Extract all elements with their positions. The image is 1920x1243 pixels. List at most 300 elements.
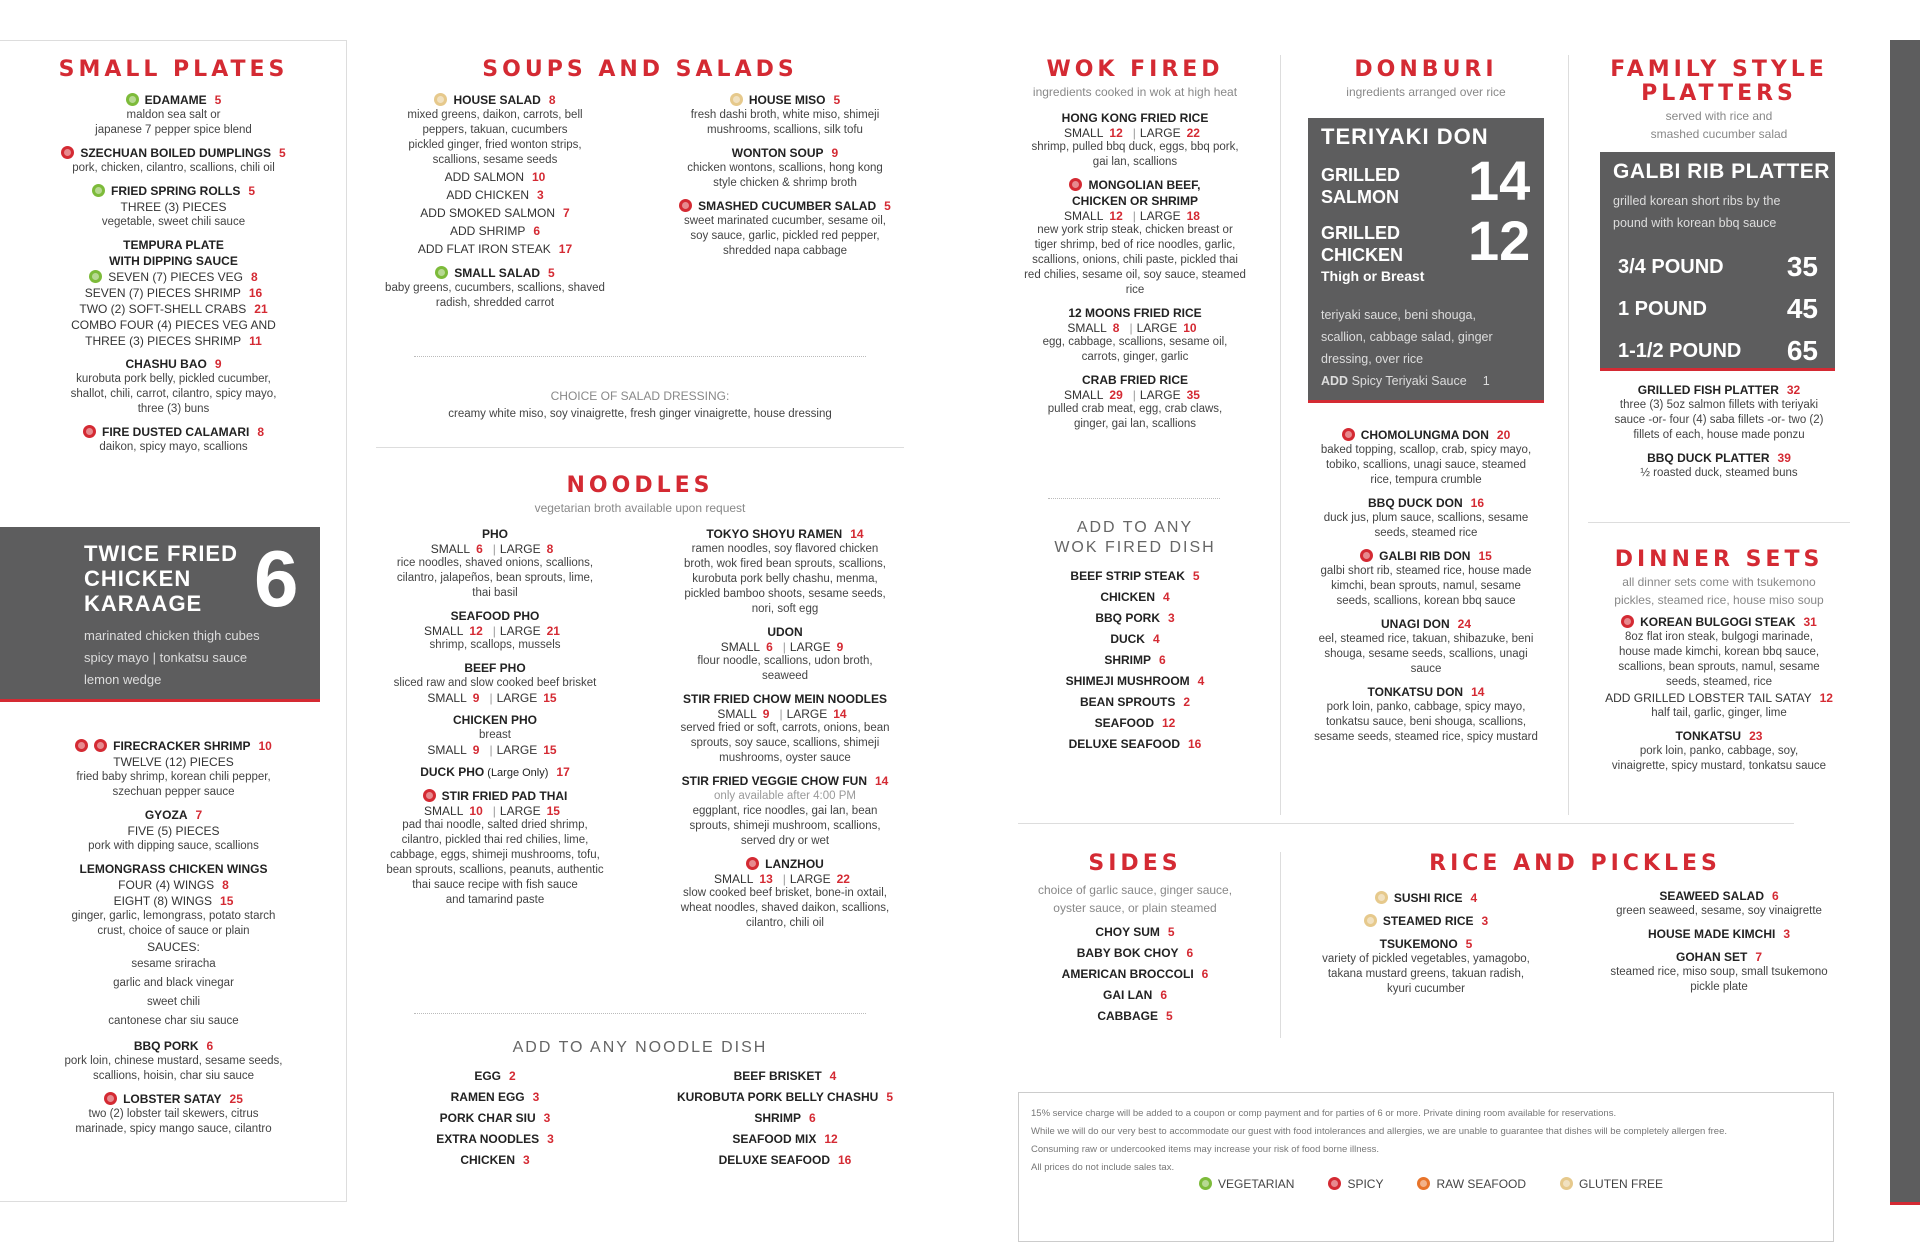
size-large-label: LARGE (789, 872, 831, 886)
row-price: 5 (1167, 925, 1175, 939)
desc-line: sprouts, soy sauce, scallions, shimeji (690, 737, 880, 749)
galbi-row (1618, 288, 1818, 330)
item-name (0, 807, 347, 823)
item-desc (370, 108, 620, 168)
item-desc (1588, 630, 1850, 690)
item-price: 5 (884, 199, 891, 213)
sides-rice-separator (1280, 852, 1281, 1038)
desc-line: seeds, scallions, korean bbq sauce (1336, 595, 1516, 607)
row-price: 7 (563, 206, 570, 220)
price-row (0, 285, 347, 301)
row-price: 6 (533, 224, 541, 238)
item-name (1300, 890, 1552, 906)
item-name (1300, 495, 1552, 511)
size-large-label: LARGE (499, 542, 541, 556)
price-row (660, 1110, 910, 1126)
menu-item (0, 145, 347, 176)
size-divider: | (492, 542, 496, 556)
menu-item (1588, 382, 1850, 443)
desc-line: baby greens, cucumbers, scallions, shaved (385, 282, 605, 294)
row-price: 3 (543, 1111, 551, 1125)
karaage-box (0, 527, 320, 702)
item-name-text: FRIED SPRING ROLLS (110, 184, 241, 198)
price-row (1010, 673, 1260, 689)
item-name-text: BBQ PORK (133, 1039, 199, 1053)
row-label: BEEF STRIP STEAK (1070, 569, 1185, 583)
size-large-price: 15 (543, 743, 557, 757)
desc-line: crust, choice of sauce or plain (97, 925, 250, 937)
add-prefix: ADD (417, 242, 447, 256)
teriyaki-salmon-price: 14 (1468, 149, 1531, 212)
menu-item (660, 145, 910, 191)
menu-item (370, 788, 620, 908)
item-name (0, 424, 347, 440)
row-label: DUCK (1110, 632, 1145, 646)
desc-line: pulled crab meat, egg, crab claws, (1047, 403, 1223, 415)
desc-line: kyuri cucumber (1387, 983, 1465, 995)
desc-line: kurobuta pork belly chashu, menma, (692, 573, 878, 585)
item-note: (Large Only) (484, 767, 549, 779)
item-name-text: WONTON SOUP (731, 146, 824, 160)
item-name (1010, 305, 1260, 321)
spicy-icon (104, 1092, 117, 1105)
price-row (370, 1110, 620, 1126)
item-name-text: MONGOLIAN BEEF, (1088, 178, 1201, 192)
size-small-label: SMALL (424, 624, 464, 638)
menu-item (1588, 926, 1850, 942)
item-name-text: SMALL SALAD (454, 266, 541, 280)
raw-seafood-icon (1417, 1177, 1430, 1190)
item-name-text: SEAWEED SALAD (1659, 889, 1764, 903)
size-divider: | (492, 624, 496, 638)
size-small-price: 12 (1109, 209, 1123, 223)
menu-item (1300, 616, 1552, 677)
size-prices (1010, 388, 1260, 402)
desc-line: rice noodles, shaved onions, scallions, (396, 557, 594, 569)
galbi-weight: 1-1/2 POUND (1618, 340, 1742, 362)
desc-line: pickled bamboo shoots, sesame seeds, (684, 588, 886, 600)
desc-line: nori, soft egg (751, 603, 819, 615)
row-price: 3 (1167, 611, 1175, 625)
item-name (0, 183, 347, 199)
desc-line: vegetable, sweet chili sauce (101, 216, 246, 228)
item-name-text: SEAFOOD PHO (450, 609, 540, 623)
desc-line: thai sauce recipe with fish sauce (412, 879, 578, 891)
size-large-price: 15 (543, 691, 557, 705)
desc-line: kimchi, bean sprouts, namul, sesame (1331, 580, 1521, 592)
item-name-text: UDON (767, 625, 803, 639)
item-name (1300, 427, 1552, 443)
vegetarian-icon (435, 266, 448, 279)
galbi-row (1618, 246, 1818, 288)
vegetarian-icon (89, 270, 102, 283)
item-name-text: LANZHOU (765, 857, 824, 871)
desc-line: served fried or soft, carrots, onions, bean (680, 722, 890, 734)
item-name-text: GOHAN SET (1675, 950, 1748, 964)
size-prices (1010, 321, 1260, 335)
desc-line: scallions, hoisin, char siu sauce (92, 1070, 255, 1082)
row-label: PORK CHAR SIU (439, 1111, 536, 1125)
desc-line: fried baby shrimp, korean chili pepper, (76, 771, 271, 783)
item-desc (1588, 398, 1850, 443)
item-price: 14 (850, 527, 864, 541)
item-name (370, 712, 620, 728)
spicy-icon (1342, 428, 1355, 441)
item-desc (370, 818, 620, 908)
desc-line: thai basil (472, 587, 518, 599)
item-name-text: 12 MOONS FRIED RICE (1068, 306, 1202, 320)
item-desc (1300, 700, 1552, 745)
item-name (660, 526, 910, 542)
size-divider: | (1132, 209, 1136, 223)
desc-line: scallions, bean sprouts, namul, sesame (1618, 661, 1820, 673)
spicy-icon (746, 857, 759, 870)
desc-line: mushrooms, scallions, silk tofu (707, 124, 863, 136)
item-name: TEMPURA PLATE (123, 238, 224, 252)
desc-line: ginger, gai lan, scallions (1073, 418, 1197, 430)
noodles-left-column (370, 526, 620, 915)
size-large-price: 15 (546, 804, 560, 818)
spicy-icon (75, 739, 88, 752)
row-label: SMOKED SALMON (448, 206, 555, 220)
teriyaki-don-box (1308, 118, 1544, 403)
price-row (370, 1152, 620, 1168)
sides-section: SIDES choice of garlic sauce, ginger sauce, oyster sauce, or plain steamed (1010, 852, 1260, 916)
desc-line: breast (479, 729, 511, 741)
row-price: 4 (1152, 632, 1160, 646)
row-label: EXTRA NOODLES (436, 1132, 540, 1146)
desc-line: pork with dipping sauce, scallions (88, 840, 259, 852)
item-name-text: EDAMAME (144, 93, 207, 107)
size-divider: | (1132, 388, 1136, 402)
item-price: 16 (1470, 496, 1485, 510)
item-price: 3 (1783, 927, 1791, 941)
wok-list (1010, 110, 1260, 439)
item-name (370, 608, 620, 624)
notes-line: 15% service charge will be added to a coupon or comp payment and for parties of 6 or more. Private dining room available for reservations. (1031, 1108, 1617, 1119)
item-name (1588, 382, 1850, 398)
soups-section (370, 58, 910, 82)
menu-item (1588, 614, 1850, 721)
price-row (1010, 945, 1260, 961)
desc-line: TWELVE (12) PIECES (113, 755, 234, 769)
dinner-list (1588, 614, 1850, 781)
menu-item (660, 92, 910, 138)
rice-left-list (1300, 890, 1552, 1004)
item-desc (0, 372, 347, 417)
item-name-text: GRILLED FISH PLATTER (1637, 383, 1779, 397)
desc-line: flour noodle, scallions, udon broth, (697, 655, 873, 667)
size-divider: | (492, 804, 496, 818)
menu-item (660, 691, 910, 766)
small-plates-list-2 (0, 738, 347, 1137)
item-name (1300, 548, 1552, 564)
size-large-label: LARGE (1136, 321, 1178, 335)
galbi-desc: grilled korean short ribs by the pound with korean bbq sauce (1613, 194, 1781, 230)
lemongrass-wings (0, 861, 347, 1031)
item-name (0, 738, 347, 754)
notes-text (1031, 1105, 1821, 1177)
soups-left-column (370, 92, 620, 318)
desc-line: ramen noodles, soy flavored chicken (691, 543, 879, 555)
desc-line: ½ roasted duck, steamed buns (1640, 467, 1798, 479)
desc-line: pickle plate (1690, 981, 1748, 993)
dressing-options: creamy white miso, soy vinaigrette, fresh ginger vinaigrette, house dressing (448, 408, 832, 420)
desc-line: seaweed (761, 670, 809, 682)
row-label: BBQ PORK (1095, 611, 1160, 625)
row-label: RAMEN EGG (450, 1090, 525, 1104)
sauce-option: cantonese char siu sauce (108, 1015, 239, 1027)
family-subtitle-2: smashed cucumber salad (1650, 127, 1788, 141)
item-name (1010, 110, 1260, 126)
size-small-label: SMALL (1064, 209, 1104, 223)
item-desc (370, 638, 620, 653)
item-name-text: HOUSE SALAD (453, 93, 541, 107)
desc-line: radish, shredded carrot (435, 297, 555, 309)
item-price: 6 (1772, 889, 1779, 903)
desc-line: pork loin, chinese mustard, sesame seeds, (64, 1055, 283, 1067)
desc-line: shouga, sesame seeds, scallions, unagi (1324, 648, 1528, 660)
item-desc (1300, 443, 1552, 488)
desc-line: green seaweed, sesame, soy vinaigrette (1616, 905, 1822, 917)
noodles-right-column (660, 526, 910, 938)
family-title-1: FAMILY STYLE (1610, 57, 1828, 82)
desc-line: served dry or wet (740, 835, 830, 847)
size-large-label: LARGE (786, 707, 828, 721)
price-row (370, 222, 620, 240)
menu-item (1300, 913, 1552, 929)
price-row (1010, 610, 1260, 626)
item-name-text: CHASHU BAO (125, 357, 207, 371)
legend-item (1560, 1177, 1663, 1191)
row-label: SHIMEJI MUSHROOM (1065, 674, 1190, 688)
legend-label: GLUTEN FREE (1579, 1177, 1664, 1191)
desc-line: wheat noodles, shaved daikon, scallions, (680, 902, 890, 914)
item-price: 31 (1803, 615, 1817, 629)
size-prices (370, 542, 620, 556)
size-small-price: 9 (472, 743, 480, 757)
size-small-label: SMALL (427, 691, 467, 705)
row-price: 8 (222, 878, 229, 892)
desc-line: duck jus, plum sauce, scallions, sesame (1323, 512, 1529, 524)
desc-line: style chicken & shrimp broth (713, 177, 857, 189)
row-price: 5 (1192, 569, 1200, 583)
price-row (1588, 690, 1850, 706)
item-name (1588, 926, 1850, 942)
add-prefix: ADD (446, 188, 475, 202)
item-name-text: SZECHUAN BOILED DUMPLINGS (80, 146, 271, 160)
item-price: 24 (1457, 617, 1472, 631)
item-note: only available after 4:00 PM (714, 790, 856, 802)
row-label: CABBAGE (1097, 1009, 1158, 1023)
desc-line: slow cooked beef brisket, bone-in oxtail, (683, 887, 887, 899)
size-large-label: LARGE (496, 691, 538, 705)
item-price: 5 (1465, 937, 1473, 951)
gluten-free-icon (1375, 891, 1388, 904)
item-price: 17 (556, 765, 570, 779)
row-price: 15 (220, 894, 234, 908)
desc-line: daikon, spicy mayo, scallions (99, 441, 248, 453)
desc-line: shallot, chili, carrot, cilantro, spicy mayo, (70, 388, 277, 400)
menu-item (1300, 936, 1552, 997)
karaage-price: 6 (254, 534, 299, 623)
gluten-free-icon (434, 93, 447, 106)
item-name (0, 356, 347, 372)
size-prices (370, 743, 620, 757)
desc-line: szechuan pepper sauce (112, 786, 235, 798)
wok-add-title-1: ADD TO ANY (1076, 519, 1194, 536)
desc-line: rice (1125, 284, 1145, 296)
item-desc (1010, 402, 1260, 432)
rice-title: RICE AND PICKLES (1429, 851, 1721, 876)
galbi-price: 45 (1786, 293, 1818, 324)
item-name-text: GYOZA (144, 808, 188, 822)
item-name-text: KOREAN BULGOGI STEAK (1640, 615, 1796, 629)
menu-item (1588, 949, 1850, 995)
item-name (370, 265, 620, 281)
desc-line: takana mustard greens, takuan radish, (1327, 968, 1525, 980)
item-name-text: BBQ DUCK PLATTER (1647, 451, 1770, 465)
menu-item (1588, 450, 1850, 481)
size-prices (660, 872, 910, 886)
item-name-text: TOKYO SHOYU RAMEN (706, 527, 843, 541)
desc-line: sweet marinated cucumber, sesame oil, (684, 215, 886, 227)
item-price: 14 (1471, 685, 1485, 699)
item-name-text: LOBSTER SATAY (123, 1092, 222, 1106)
row-label: DELUXE SEAFOOD (718, 1153, 830, 1167)
price-row (370, 1131, 620, 1147)
price-row (0, 269, 347, 285)
donburi-section (1300, 58, 1552, 100)
price-row (1010, 924, 1260, 940)
item-price: 14 (874, 774, 889, 788)
desc-line: sauce -or- four (4) saba fillets -or- two (2) (1614, 414, 1824, 426)
row-price: 12 (1161, 716, 1176, 730)
size-prices (370, 624, 620, 638)
price-row (1010, 631, 1260, 647)
wok-add-section (1010, 518, 1260, 558)
price-row (1010, 652, 1260, 668)
row-price: 16 (248, 286, 263, 300)
item-price: 10 (258, 739, 272, 753)
size-large-price: 22 (836, 872, 850, 886)
desc-line: carrots, ginger, garlic (1081, 351, 1189, 363)
size-divider: | (1129, 321, 1133, 335)
sauce-option: sweet chili (146, 996, 201, 1008)
size-small-label: SMALL (424, 804, 464, 818)
item-name-text: BBQ DUCK DON (1367, 496, 1463, 510)
row-price: 11 (249, 334, 262, 348)
item-name-text: HOUSE MADE KIMCHI (1647, 927, 1776, 941)
dinner-title: DINNER SETS (1614, 547, 1824, 572)
item-name (0, 1038, 347, 1054)
size-prices (370, 691, 620, 705)
menu-item (1588, 888, 1850, 919)
soups-title: SOUPS AND SALADS (482, 57, 798, 82)
notes-line: Consuming raw or undercooked items may increase your risk of food borne illness. (1031, 1144, 1379, 1155)
menu-item (1010, 372, 1260, 432)
noodles-title: NOODLES (566, 473, 714, 498)
desc-line: sesame seeds, steamed rice, spicy mustard (1314, 731, 1538, 743)
desc-line: gai lan, scallions (1092, 156, 1178, 168)
menu-item (0, 1038, 347, 1084)
wok-divider (1048, 498, 1220, 499)
row-label: THREE (3) PIECES SHRIMP (85, 334, 242, 348)
galbi-price: 65 (1786, 335, 1818, 366)
item-desc (0, 909, 347, 939)
size-small-price: 6 (766, 640, 773, 654)
row-price: 3 (532, 1090, 540, 1104)
desc-line: scallions, onions, chili paste, pickled thai (1032, 254, 1238, 266)
row-label: BABY BOK CHOY (1076, 946, 1179, 960)
item-name (0, 145, 347, 161)
item-desc (660, 886, 910, 931)
size-large-label: LARGE (499, 804, 541, 818)
item-price: 8 (257, 425, 264, 439)
legend-item (1417, 1177, 1526, 1191)
item-name-text: DUCK PHO (420, 765, 485, 779)
spicy-icon (679, 199, 692, 212)
item-desc (660, 214, 910, 259)
family-subtitle-1: served with rice and (1665, 109, 1773, 123)
menu-item (1300, 427, 1552, 488)
desc-line: sliced raw and slow cooked beef brisket (393, 677, 597, 689)
item-desc (370, 676, 620, 691)
desc-line: cilantro, jalapeños, bean sprouts, lime, (396, 572, 594, 584)
price-row (0, 333, 347, 349)
size-divider: | (782, 640, 786, 654)
galbi-price: 35 (1786, 251, 1818, 282)
item-desc (1010, 223, 1260, 298)
price-row (0, 893, 347, 909)
row-label: BEEF BRISKET (733, 1069, 822, 1083)
desc-line: cilantro, pickled thai red chilies, lime, (401, 834, 589, 846)
item-price: 5 (248, 184, 256, 198)
item-desc (1588, 904, 1850, 919)
size-small-label: SMALL (1064, 388, 1104, 402)
desc-line: japanese 7 pepper spice blend (95, 124, 252, 136)
item-name-text: TSUKEMONO (1379, 937, 1458, 951)
row-price: 6 (808, 1111, 816, 1125)
item-price: 3 (1481, 914, 1489, 928)
row-label: SHRIMP (754, 1111, 801, 1125)
sauce-option: garlic and black vinegar (113, 977, 234, 989)
spicy-icon (1360, 549, 1373, 562)
donburi-list (1300, 427, 1552, 752)
row-label: DELUXE SEAFOOD (1068, 737, 1180, 751)
item-name (660, 773, 910, 789)
wok-donburi-separator (1280, 55, 1281, 815)
desc-line: three (3) 5oz salmon fillets with teriyaki (1619, 399, 1819, 411)
item-price: 5 (833, 93, 841, 107)
row-label: SEVEN (7) PIECES SHRIMP (84, 286, 241, 300)
teriyaki-chicken: GRILLED CHICKEN Thigh or Breast (1321, 223, 1425, 284)
item-desc (1300, 632, 1552, 677)
desc-line: galbi short rib, steamed rice, house made (1320, 565, 1532, 577)
item-desc (1300, 511, 1552, 541)
item-desc (0, 108, 347, 138)
desc-line: bean sprouts, scallions, peanuts, authentic (386, 864, 604, 876)
price-row (1010, 568, 1260, 584)
item-desc (370, 728, 620, 743)
menu-item (370, 712, 620, 757)
vegetarian-icon (1199, 1177, 1212, 1190)
item-price: 9 (214, 357, 222, 371)
desc-line: ginger, garlic, lemongrass, potato starch (71, 910, 276, 922)
add-prefix: ADD (1605, 691, 1634, 705)
item-desc (1010, 335, 1260, 365)
wok-add-list (1010, 568, 1260, 757)
